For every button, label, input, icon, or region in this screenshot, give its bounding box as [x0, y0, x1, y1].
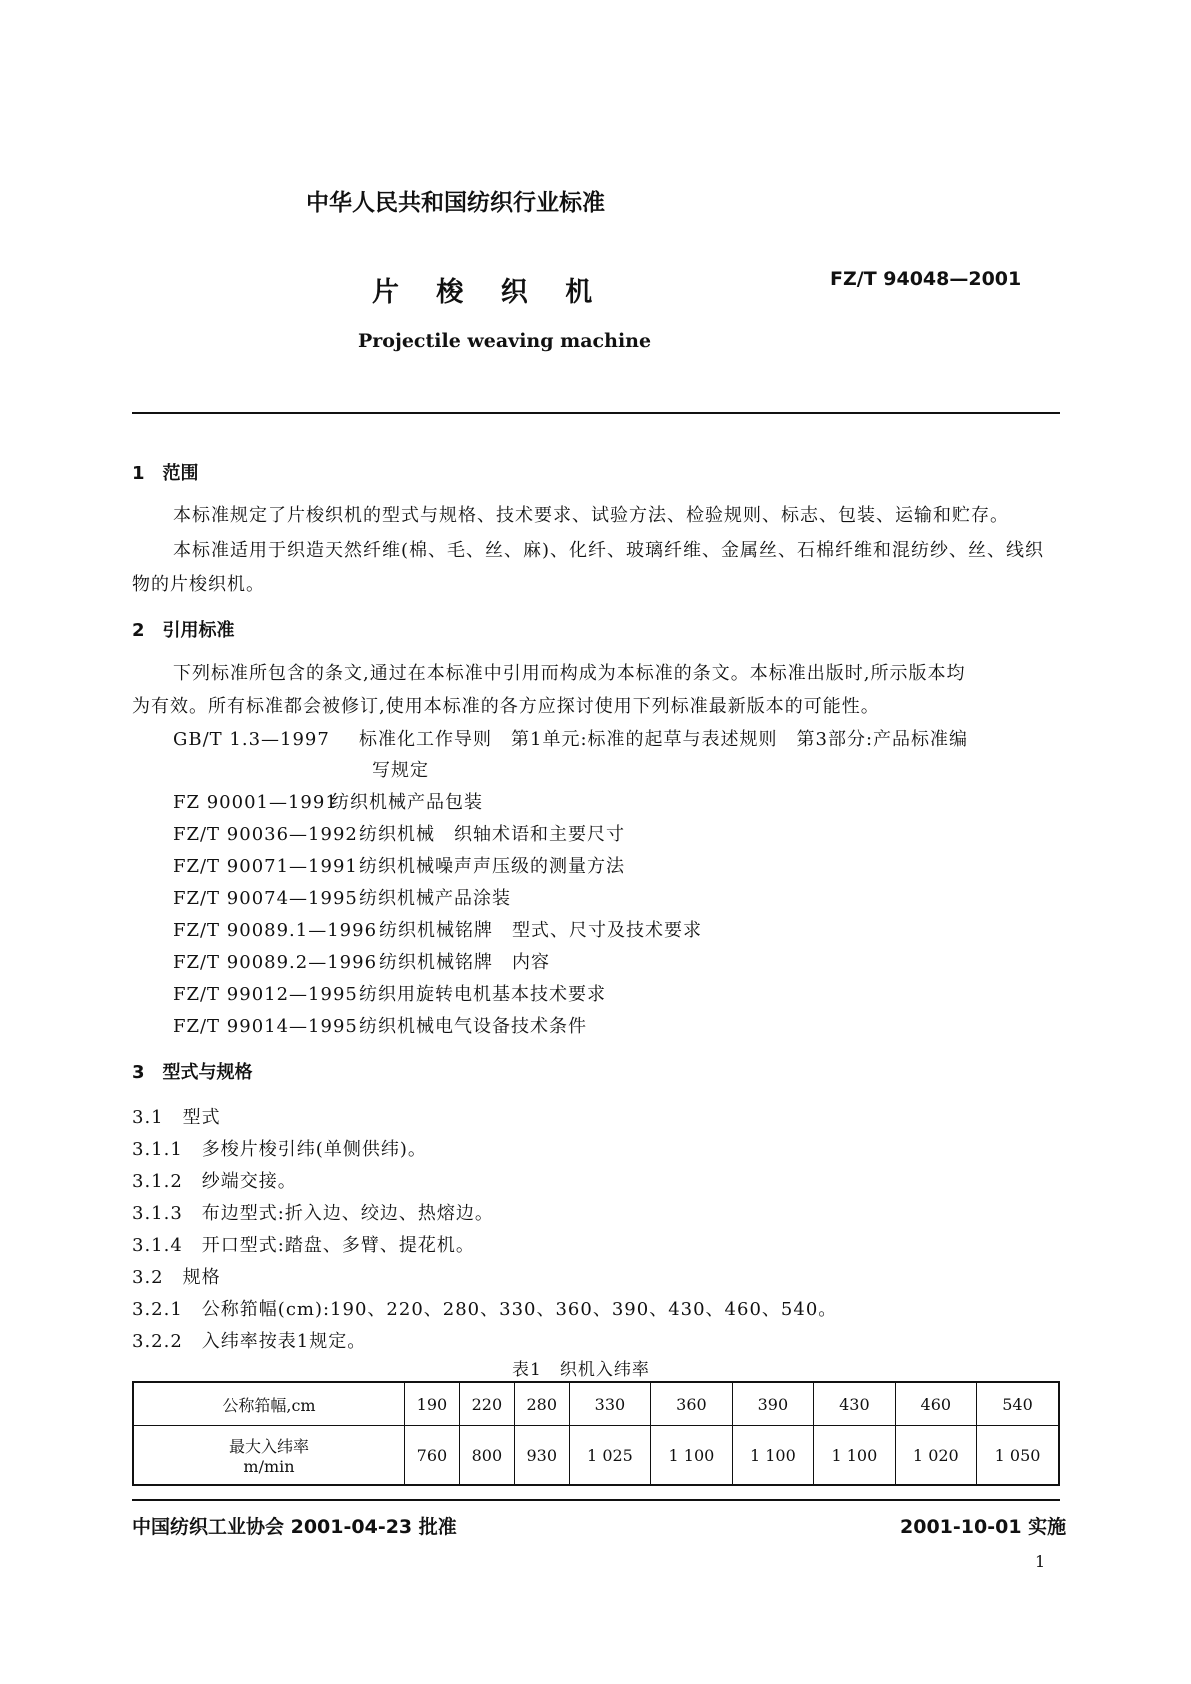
table-cell: 540	[977, 1382, 1059, 1426]
table-cell: 760	[405, 1426, 460, 1486]
section-1-heading: 1 范围	[132, 463, 199, 484]
reference-code: FZ/T 90071—1991	[173, 856, 358, 877]
reference-title: 纺织机械铭牌 型式、尺寸及技术要求	[379, 920, 702, 941]
org-title: 中华人民共和国纺织行业标准	[306, 190, 605, 216]
reference-item	[173, 1012, 587, 1038]
standard-number: FZ/T 94048—2001	[830, 268, 1022, 290]
reference-code: FZ/T 99012—1995	[173, 984, 358, 1005]
reference-title: 纺织机械产品包装	[331, 792, 483, 813]
reference-title: 纺织机械铭牌 内容	[379, 952, 550, 973]
table-cell: 1 050	[977, 1426, 1059, 1486]
reference-code: FZ 90001—1991	[173, 792, 338, 813]
table-caption: 表1 织机入纬率	[512, 1360, 650, 1380]
page-number: 1	[1035, 1552, 1046, 1571]
reference-item	[173, 948, 550, 974]
table-cell: 800	[459, 1426, 514, 1486]
table-row-header	[133, 1426, 405, 1486]
section-1-para-2-cont: 物的片梭织机。	[132, 574, 265, 595]
reference-item	[173, 725, 968, 751]
reference-code: FZ/T 99014—1995	[173, 1016, 358, 1037]
table-row	[133, 1382, 1059, 1426]
reference-code: FZ/T 90089.2—1996	[173, 952, 378, 973]
reference-title: 纺织机械电气设备技术条件	[359, 1016, 587, 1037]
table-cell: 280	[514, 1382, 569, 1426]
table-cell: 1 025	[569, 1426, 650, 1486]
table-row-header: 公称筘幅,cm	[133, 1382, 405, 1426]
effective-date: 2001-10-01 实施	[900, 1516, 1067, 1538]
clause-item: 3.1.1 多梭片梭引纬(单侧供纬)。	[132, 1139, 427, 1160]
reference-code: FZ/T 90036—1992	[173, 824, 358, 845]
section-2-para: 下列标准所包含的条文,通过在本标准中引用而构成为本标准的条文。本标准出版时,所示版本均	[173, 663, 966, 684]
reference-title: 纺织机械 织轴术语和主要尺寸	[359, 824, 625, 845]
table-row	[133, 1426, 1059, 1486]
english-title: Projectile weaving machine	[358, 330, 652, 352]
reference-item	[173, 916, 702, 942]
reference-code: GB/T 1.3—1997	[173, 729, 330, 750]
clause-item: 3.2 规格	[132, 1267, 221, 1288]
section-2-heading: 2 引用标准	[132, 620, 235, 641]
reference-title: 纺织机械噪声声压级的测量方法	[359, 856, 625, 877]
table-cell: 360	[651, 1382, 732, 1426]
table-cell: 1 100	[814, 1426, 895, 1486]
section-1-para-2: 本标准适用于织造天然纤维(棉、毛、丝、麻)、化纤、玻璃纤维、金属丝、石棉纤维和混纺纱、丝、线织	[173, 540, 1045, 561]
clause-item: 3.1.2 纱端交接。	[132, 1171, 297, 1192]
section-3-heading: 3 型式与规格	[132, 1062, 253, 1083]
approval-date: 中国纺织工业协会 2001-04-23 批准	[132, 1516, 457, 1538]
reference-title: 纺织机械产品涂装	[359, 888, 511, 909]
clause-item: 3.1.3 布边型式:折入边、绞边、热熔边。	[132, 1203, 494, 1224]
table-cell: 430	[814, 1382, 895, 1426]
weft-insertion-rate-table	[132, 1381, 1060, 1486]
table-cell: 1 020	[895, 1426, 976, 1486]
table-cell: 220	[459, 1382, 514, 1426]
section-1-para-1: 本标准规定了片梭织机的型式与规格、技术要求、试验方法、检验规则、标志、包装、运输和贮存。	[173, 505, 1009, 526]
reference-item	[173, 884, 511, 910]
clause-item: 3.1.4 开口型式:踏盘、多臂、提花机。	[132, 1235, 475, 1256]
clause-item: 3.2.1 公称筘幅(cm):190、220、280、330、360、390、430、460、540。	[132, 1299, 838, 1320]
table-cell: 930	[514, 1426, 569, 1486]
reference-title: 纺织用旋转电机基本技术要求	[359, 984, 606, 1005]
doc-title: 片 梭 织 机	[372, 277, 607, 308]
reference-title: 标准化工作导则 第1单元:标准的起草与表述规则 第3部分:产品标准编	[359, 729, 969, 750]
reference-item	[173, 852, 625, 878]
table-row-header-line: 最大入纬率	[228, 1437, 309, 1456]
table-cell: 390	[732, 1382, 813, 1426]
section-2-para-cont: 为有效。所有标准都会被修订,使用本标准的各方应探讨使用下列标准最新版本的可能性。	[132, 696, 880, 717]
table-cell: 330	[569, 1382, 650, 1426]
reference-item	[173, 788, 483, 814]
clause-item: 3.2.2 入纬率按表1规定。	[132, 1331, 367, 1352]
reference-title-cont: 写规定	[372, 760, 429, 781]
reference-item	[173, 980, 606, 1006]
table-cell: 460	[895, 1382, 976, 1426]
table-cell: 190	[405, 1382, 460, 1426]
reference-code: FZ/T 90089.1—1996	[173, 920, 378, 941]
clause-item: 3.1 型式	[132, 1107, 221, 1128]
reference-code: FZ/T 90074—1995	[173, 888, 358, 909]
header-divider	[132, 412, 1060, 414]
footer-divider	[132, 1499, 1060, 1501]
table-cell: 1 100	[732, 1426, 813, 1486]
reference-item	[173, 820, 625, 846]
table-cell: 1 100	[651, 1426, 732, 1486]
table-row-header-unit: m/min	[243, 1457, 295, 1476]
